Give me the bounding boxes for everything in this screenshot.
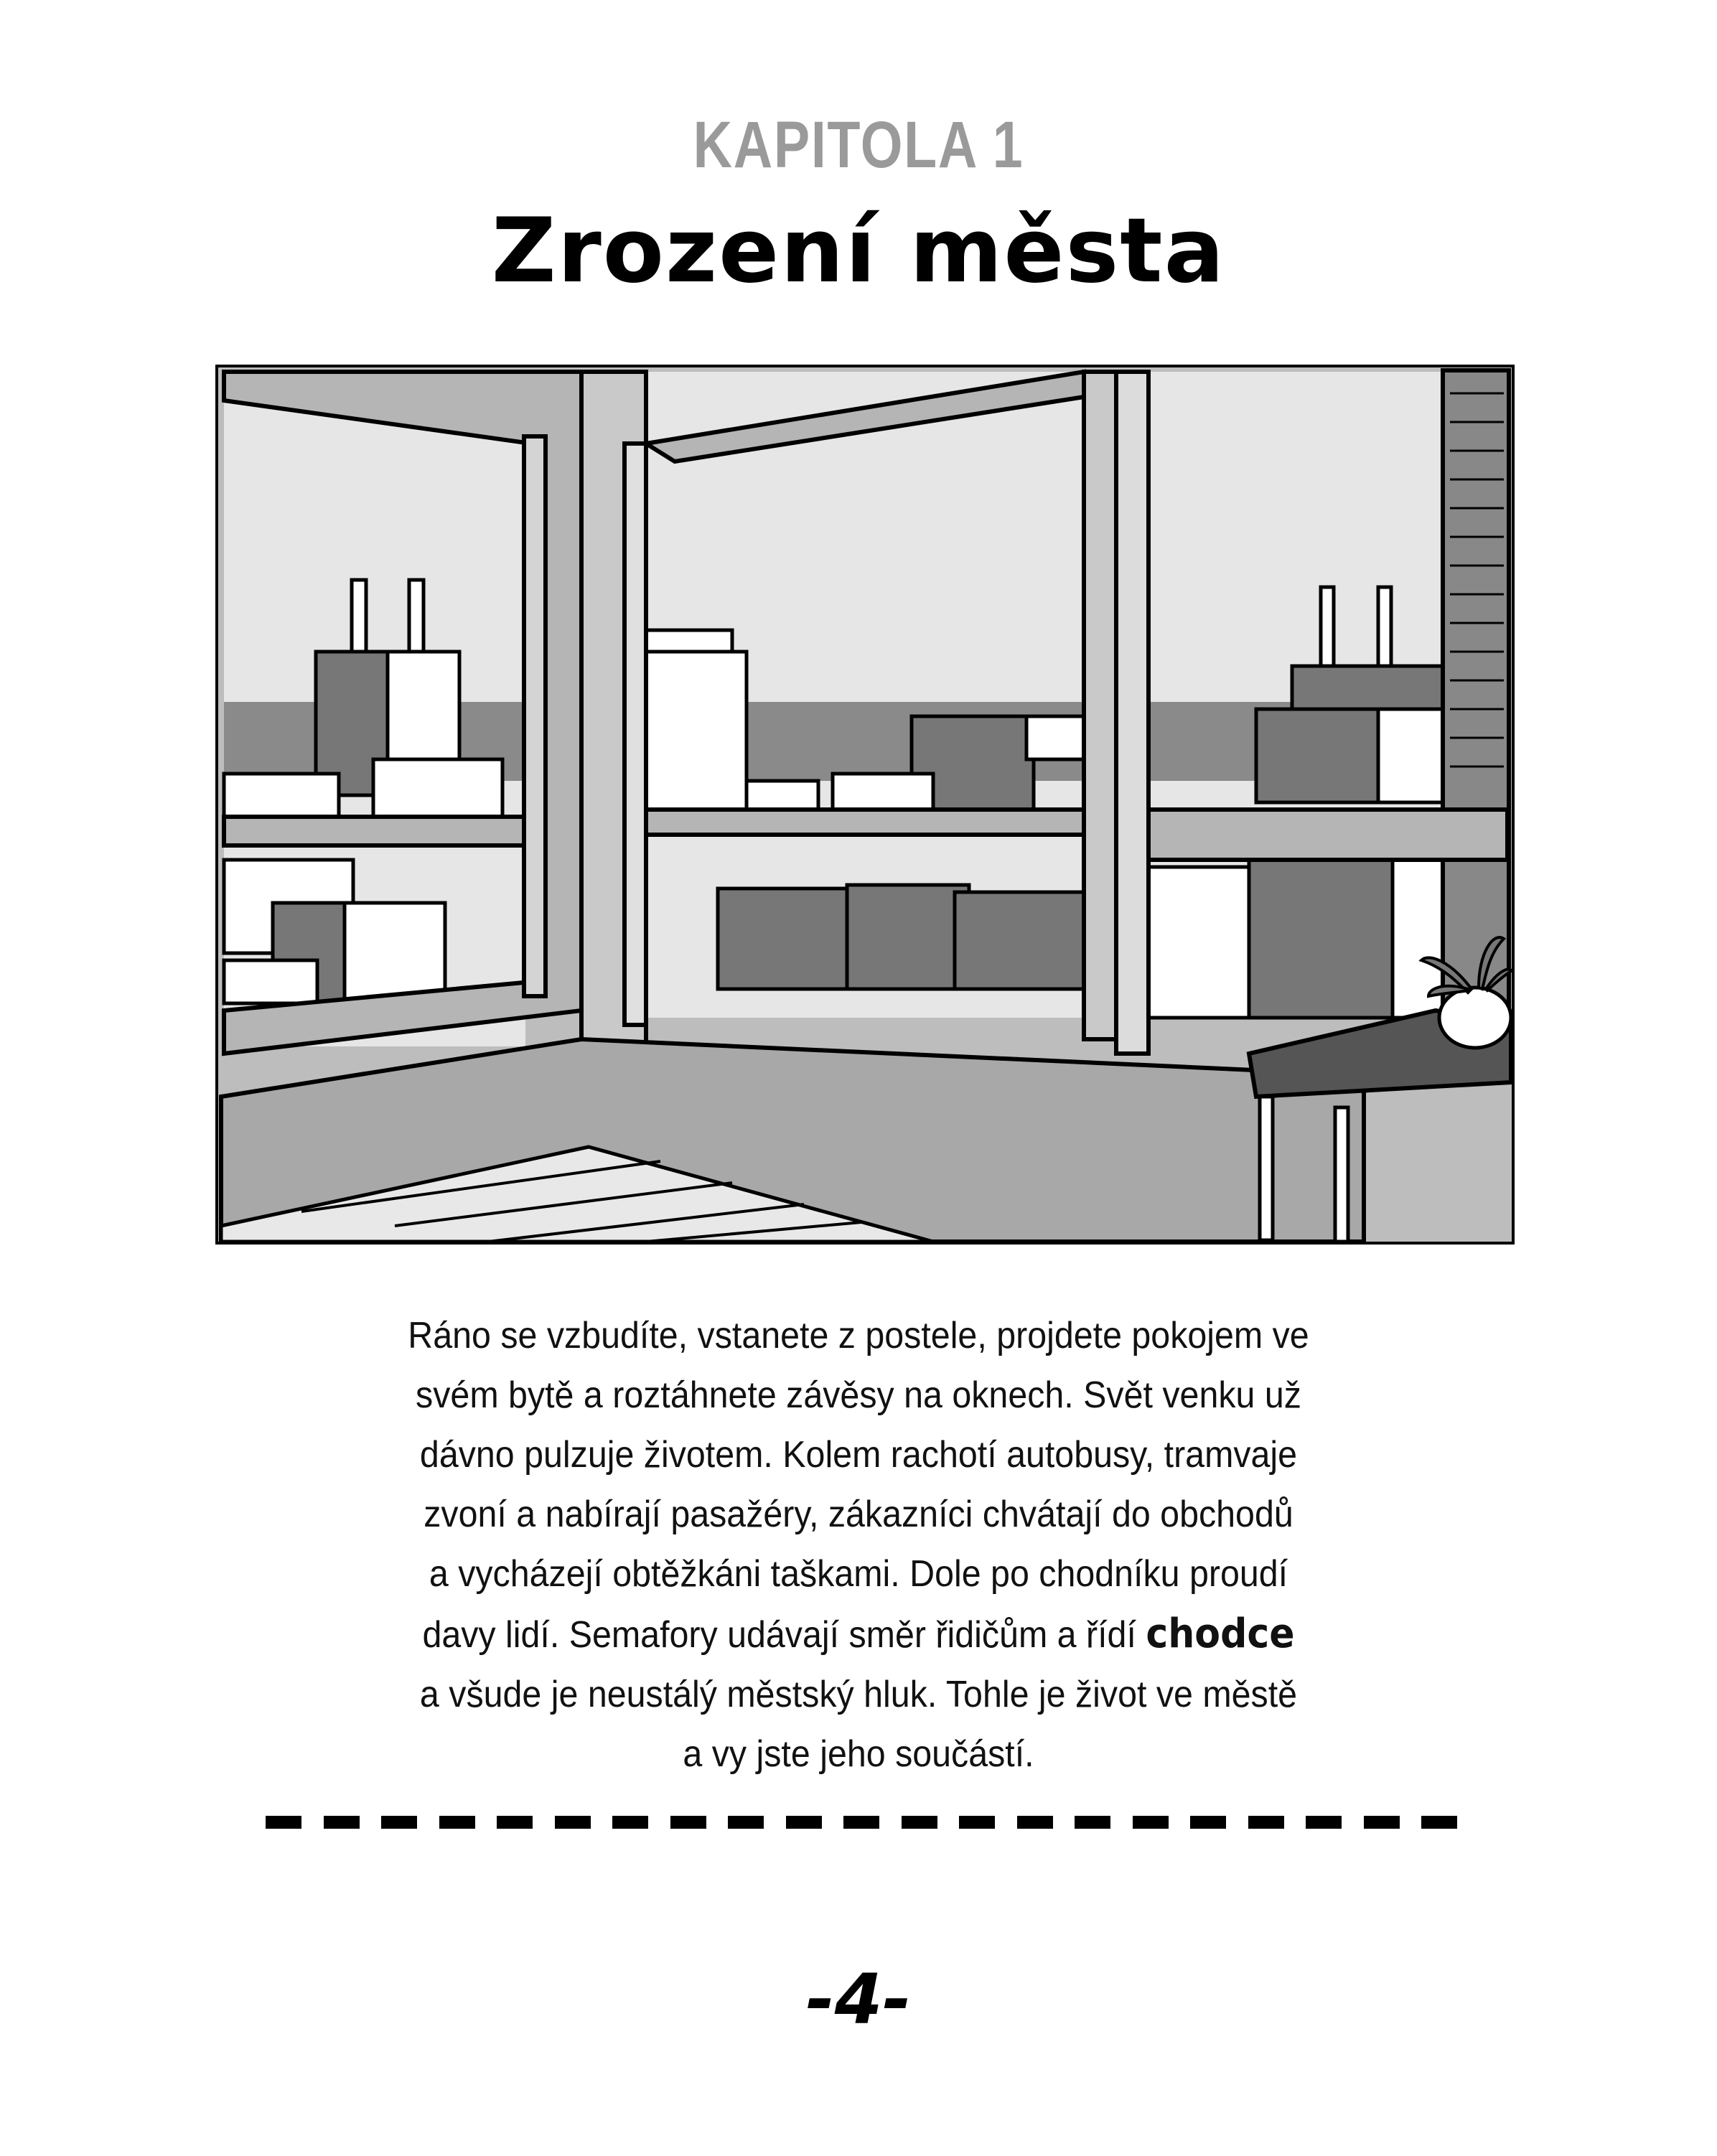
emphasis-word: chodce [1146,1611,1295,1657]
body-paragraph [307,1306,1410,1784]
body-line: Ráno se vzbudíte, vstanete z postele, projdete pokojem ve [408,1315,1309,1356]
body-line: davy lidí. Semafory udávají směr řidičům a řídí [422,1614,1136,1656]
body-line: a všude je neustálý městský hluk. Tohle je život ve městě [419,1674,1298,1715]
body-line: a vycházejí obtěžkáni taškami. Dole po chodníku proudí [429,1553,1288,1595]
body-line-with-emphasis [307,1604,1410,1665]
city-window-illustration [215,365,1515,1245]
illustration-svg [215,365,1515,1245]
body-line: a vy jste jeho součástí. [683,1733,1034,1775]
chapter-label: KAPITOLA 1 [693,108,1024,182]
page-number: -4- [805,1959,912,2040]
body-line: zvoní a nabírají pasažéry, zákazníci chvátají do obchodů [424,1494,1293,1535]
body-line: dávno pulzuje životem. Kolem rachotí autobusy, tramvaje [419,1434,1298,1476]
body-line: svém bytě a roztáhnete závěsy na oknech. Svět venku už [416,1374,1301,1416]
chapter-title: Zrození města [491,200,1226,303]
dashed-divider [266,1816,1457,1830]
plant-pot [1439,988,1511,1048]
